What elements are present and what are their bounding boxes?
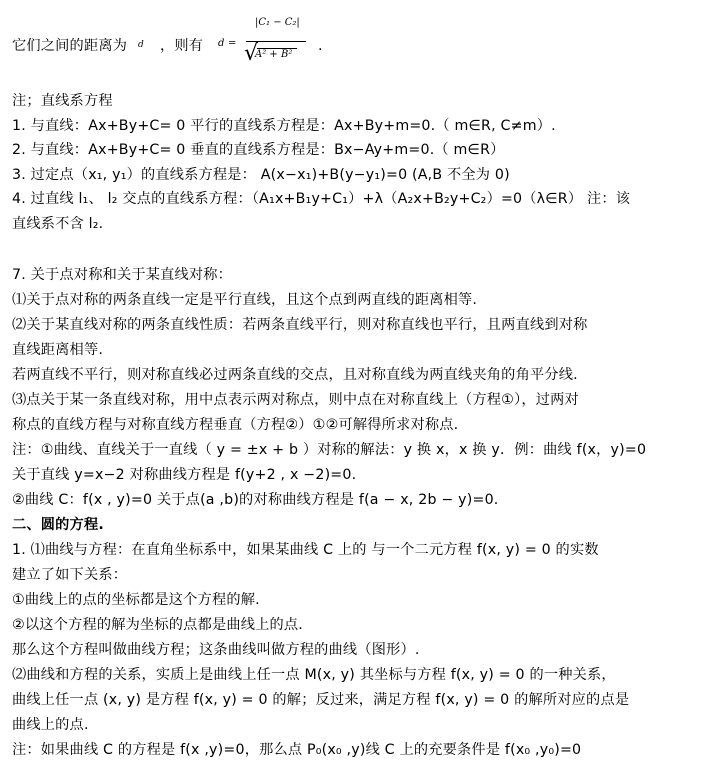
fraction-denominator: A² + B²	[255, 49, 293, 60]
text-line: 4. 过直线 l₁、 l₂ 交点的直线系方程：（A₁x+B₁y+C₁）+λ（A₂x+B₂y+C₂）=0（λ∈R） 注：该	[12, 191, 631, 207]
text-line: 直线距离相等.	[12, 342, 104, 358]
text-line: 建立了如下关系：	[12, 567, 128, 583]
formula-d-symbol: d	[138, 40, 144, 50]
formula-end: .	[318, 38, 323, 54]
text-line: 1. ⑴曲线与方程：在直角坐标系中，如果某曲线 C 上的 与一个二元方程 f(x, y) = 0 的实数	[12, 542, 599, 558]
text-line: 曲线上的点.	[12, 717, 89, 733]
text-line: 3. 过定点（x₁, y₁）的直线系方程是： A(x−x₁)+B(y−y₁)=0 (A,B 不全为 0)	[12, 167, 510, 183]
text-line: ⑵曲线和方程的关系，实质上是曲线上任一点 M(x, y) 其坐标与方程 f(x, y) = 0 的一种关系，	[12, 667, 616, 683]
text-line: ⑶点关于某一条直线对称，用中点表示两对称点，则中点在对称直线上（方程①），过两对	[12, 392, 579, 408]
text-line: ⑵关于某直线对称的两条直线性质：若两条直线平行，则对称直线也平行，且两直线到对称	[12, 317, 588, 333]
text-line: ①曲线上的点的坐标都是这个方程的解.	[12, 592, 260, 608]
text-line: 2. 与直线：Ax+By+C= 0 垂直的直线系方程是：Bx−Ay+m=0.（ m∈R）	[12, 142, 505, 158]
text-line: ②以这个方程的解为坐标的点都是曲线上的点.	[12, 617, 303, 633]
text-line: 关于直线 y=x−2 对称曲线方程是 f(y+2 , x −2)=0.	[12, 467, 357, 483]
text-line: 若两直线不平行，则对称直线必过两条直线的交点，且对称直线为两直线夹角的角平分线.	[12, 367, 578, 383]
text-line: ⑴关于点对称的两条直线一定是平行直线，且这个点到两直线的距离相等.	[12, 292, 478, 308]
formula-then-text: ，则有	[160, 38, 204, 54]
text-line: 注：如果曲线 C 的方程是 f(x ,y)=0，那么点 P₀(x₀ ,y)线 C 上的充要条件是 f(x₀ ,y₀)=0	[12, 742, 582, 758]
formula-lhs: d =	[218, 38, 237, 49]
text-line: 称点的直线方程与对称直线方程垂直（方程②）①②可解得所求对称点.	[12, 417, 459, 433]
text-line: ②曲线 C：f(x , y)=0 关于点(a ,b)的对称曲线方程是 f(a − x, 2b − y)=0.	[12, 492, 499, 508]
text-line: 1. 与直线：Ax+By+C= 0 平行的直线系方程是：Ax+By+m=0.（ m∈R, C≠m）.	[12, 118, 556, 134]
fraction-numerator: |C₁ − C₂|	[255, 17, 300, 28]
sqrt-icon: √	[244, 41, 259, 66]
distance-fraction	[233, 17, 313, 73]
text-line: 二、圆的方程.	[12, 517, 104, 533]
text-line: 直线系不含 l₂.	[12, 216, 104, 232]
text-line: 那么这个方程叫做曲线方程；这条曲线叫做方程的曲线（图形）.	[12, 642, 420, 658]
text-line: 注：①曲线、直线关于一直线（ y = ±x + b ）对称的解法：y 换 x，x 换 y．例：曲线 f(x，y)=0	[12, 442, 647, 458]
text-line: 曲线上任一点 (x, y) 是方程 f(x, y) = 0 的解；反过来，满足方程 f(x, y) = 0 的解所对应的点是	[12, 692, 630, 708]
text-line: 它们之间的距离为	[12, 38, 128, 54]
text-line: 注；直线系方程	[12, 93, 113, 109]
text-line: 7. 关于点对称和关于某直线对称：	[12, 267, 233, 283]
